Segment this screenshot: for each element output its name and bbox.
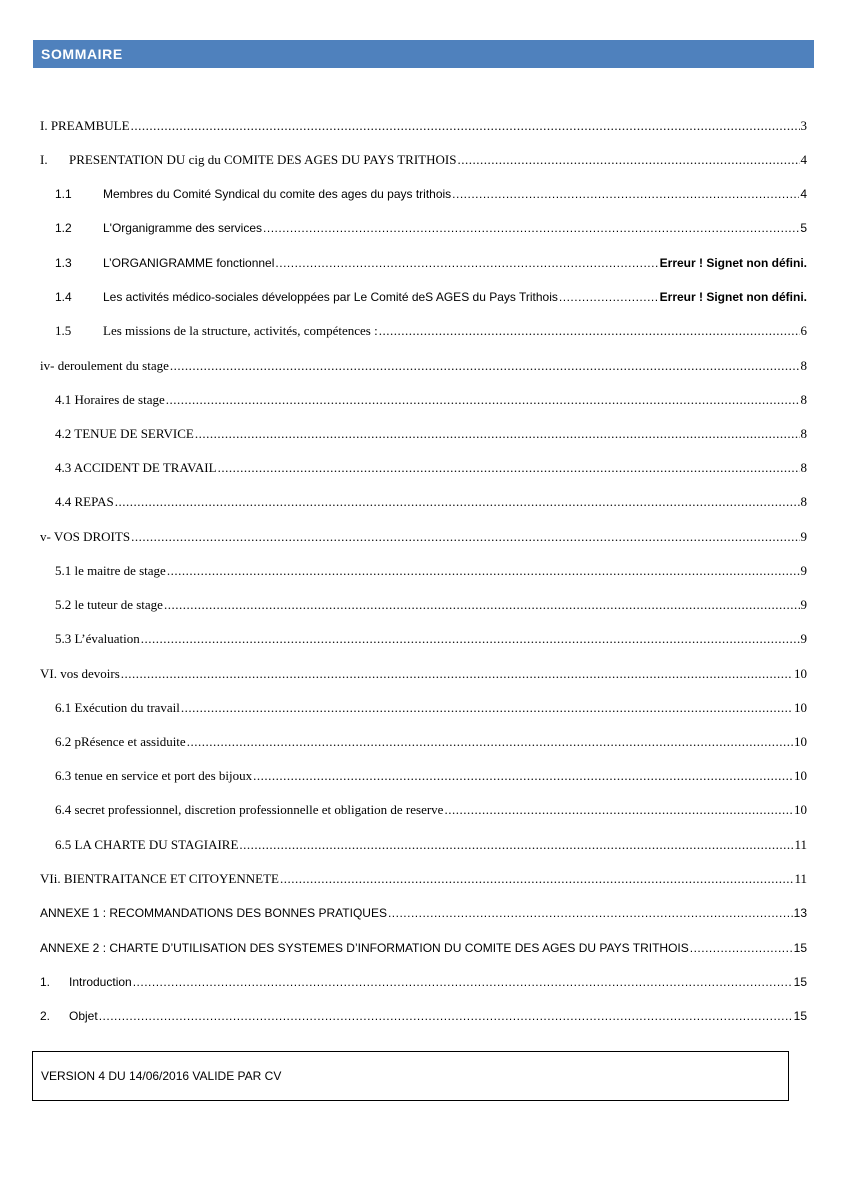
toc-entry[interactable] bbox=[55, 426, 807, 442]
toc-dot-leader bbox=[131, 529, 799, 545]
toc-dot-leader bbox=[239, 837, 793, 853]
toc-dot-leader bbox=[379, 323, 800, 339]
toc-entry-label: Les activités médico-sociales développées par Le Comité deS AGES du Pays Trithois bbox=[103, 290, 558, 304]
toc-dot-leader bbox=[218, 460, 800, 476]
toc-entry-label: 4.4 REPAS bbox=[55, 494, 114, 509]
toc-entry[interactable] bbox=[55, 597, 807, 613]
toc-dot-leader bbox=[253, 768, 793, 784]
toc-entry-page: 8 bbox=[800, 426, 807, 441]
toc-entry[interactable] bbox=[40, 940, 807, 956]
toc-entry-page: 15 bbox=[793, 975, 807, 989]
toc-dot-leader bbox=[457, 152, 799, 168]
toc-dot-leader bbox=[388, 905, 793, 921]
toc-entry-label: iv- deroulement du stage bbox=[40, 358, 169, 373]
toc-dot-leader bbox=[263, 220, 799, 236]
toc-entry-page: 3 bbox=[800, 118, 807, 133]
toc-entry-page: 4 bbox=[800, 152, 807, 167]
toc-entry-page: 10 bbox=[794, 700, 807, 715]
toc-entry[interactable] bbox=[55, 734, 807, 750]
toc-entry-page: 9 bbox=[800, 529, 807, 544]
toc-entry[interactable] bbox=[55, 220, 807, 236]
toc-entry-page: 10 bbox=[794, 802, 807, 817]
toc-entry[interactable] bbox=[55, 255, 807, 271]
toc-entry-page: 11 bbox=[794, 871, 807, 886]
toc-entry-page: 8 bbox=[800, 460, 807, 475]
toc-entry[interactable] bbox=[40, 905, 807, 921]
toc-dot-leader bbox=[167, 563, 800, 579]
toc-entry-label: 6.3 tenue en service et port des bijoux bbox=[55, 768, 253, 783]
toc-entry-label: Objet bbox=[69, 1009, 98, 1023]
toc-entry-label: ANNEXE 2 : CHARTE D’UTILISATION DES SYSTEMES D’INFORMATION DU COMITE DES AGES DU PAYS TRITHOIS bbox=[40, 941, 689, 955]
toc-dot-leader bbox=[141, 631, 800, 647]
toc-entry-label: Membres du Comité Syndical du comite des ages du pays trithois bbox=[103, 187, 452, 201]
toc-entry-number: 2. bbox=[40, 1009, 51, 1023]
toc-entry[interactable] bbox=[55, 802, 807, 818]
toc-dot-leader bbox=[444, 802, 793, 818]
toc-entry[interactable] bbox=[55, 494, 807, 510]
toc-entry-page: 10 bbox=[794, 666, 807, 681]
toc-entry[interactable] bbox=[40, 118, 807, 134]
toc-dot-leader bbox=[559, 289, 659, 305]
version-text: VERSION 4 DU 14/06/2016 VALIDE PAR CV bbox=[41, 1069, 282, 1083]
toc-dot-leader bbox=[99, 1008, 793, 1024]
toc-entry[interactable] bbox=[55, 631, 807, 647]
toc-entry-page: 10 bbox=[794, 734, 807, 749]
toc-entry[interactable] bbox=[55, 768, 807, 784]
version-box bbox=[32, 1051, 789, 1101]
toc-dot-leader bbox=[164, 597, 800, 613]
toc-dot-leader bbox=[166, 392, 800, 408]
toc-entry-number: 1.4 bbox=[55, 290, 72, 304]
toc-entry[interactable] bbox=[55, 460, 807, 476]
summary-title: SOMMAIRE bbox=[41, 46, 123, 62]
toc-entry-label: 6.5 LA CHARTE DU STAGIAIRE bbox=[55, 837, 239, 852]
toc-entry-page: Erreur ! Signet non défini. bbox=[659, 290, 807, 304]
toc-entry-number: 1.1 bbox=[55, 187, 72, 201]
toc-dot-leader bbox=[133, 974, 793, 990]
toc-entry-page: 11 bbox=[794, 837, 807, 852]
toc-dot-leader bbox=[181, 700, 793, 716]
toc-entry-label: 4.1 Horaires de stage bbox=[55, 392, 165, 407]
toc-entry[interactable] bbox=[40, 152, 807, 168]
toc-entry[interactable] bbox=[40, 529, 807, 545]
toc-dot-leader bbox=[115, 494, 800, 510]
toc-entry[interactable] bbox=[55, 700, 807, 716]
toc-entry-page: 15 bbox=[793, 1009, 807, 1023]
toc-dot-leader bbox=[187, 734, 793, 750]
toc-dot-leader bbox=[131, 118, 800, 134]
toc-dot-leader bbox=[452, 186, 799, 202]
toc-entry-page: 9 bbox=[800, 631, 807, 646]
toc-entry-label: L'Organigramme des services bbox=[103, 221, 263, 235]
toc-entry-number: 1.3 bbox=[55, 256, 72, 270]
toc-entry-label: PRESENTATION DU cig du COMITE DES AGES DU PAYS TRITHOIS bbox=[69, 152, 457, 167]
toc-entry-number: 1.2 bbox=[55, 221, 72, 235]
toc-entry[interactable] bbox=[40, 871, 807, 887]
toc-entry-page: 13 bbox=[793, 906, 807, 920]
toc-entry[interactable] bbox=[55, 323, 807, 339]
toc-entry[interactable] bbox=[40, 974, 807, 990]
toc-entry[interactable] bbox=[40, 358, 807, 374]
toc-entry[interactable] bbox=[40, 1008, 807, 1024]
toc-entry-number: 1. bbox=[40, 975, 51, 989]
toc-entry-label: Introduction bbox=[69, 975, 132, 989]
toc-dot-leader bbox=[121, 666, 793, 682]
toc-entry[interactable] bbox=[55, 186, 807, 202]
toc-entry-label: 4.2 TENUE DE SERVICE bbox=[55, 426, 194, 441]
toc-entry-label: VIi. BIENTRAITANCE ET CITOYENNETE bbox=[40, 871, 279, 886]
toc-entry-page: 9 bbox=[800, 597, 807, 612]
toc-entry-label: 4.3 ACCIDENT DE TRAVAIL bbox=[55, 460, 217, 475]
toc-dot-leader bbox=[170, 358, 800, 374]
toc-entry-page: 9 bbox=[800, 563, 807, 578]
toc-entry-page: 10 bbox=[794, 768, 807, 783]
toc-entry[interactable] bbox=[55, 289, 807, 305]
toc-entry-page: 4 bbox=[800, 187, 807, 201]
toc-dot-leader bbox=[690, 940, 793, 956]
toc-entry-label: ANNEXE 1 : RECOMMANDATIONS DES BONNES PRATIQUES bbox=[40, 906, 387, 920]
toc-dot-leader bbox=[275, 255, 658, 271]
toc-entry-page: Erreur ! Signet non défini. bbox=[659, 256, 807, 270]
toc-entry-page: 5 bbox=[800, 221, 807, 235]
toc-entry-page: 8 bbox=[800, 494, 807, 509]
toc-entry-label: I. PREAMBULE bbox=[40, 118, 130, 133]
toc-entry[interactable] bbox=[55, 563, 807, 579]
toc-entry-label: 5.2 le tuteur de stage bbox=[55, 597, 163, 612]
toc-dot-leader bbox=[280, 871, 794, 887]
toc-entry-label: Les missions de la structure, activités, compétences : bbox=[103, 323, 378, 338]
toc-entry-number: I. bbox=[40, 152, 48, 167]
toc-entry-page: 6 bbox=[800, 323, 807, 338]
toc-entry-label: 6.4 secret professionnel, discretion professionnelle et obligation de reserve bbox=[55, 802, 444, 817]
toc-entry-label: v- VOS DROITS bbox=[40, 529, 131, 544]
toc-entry-label: 6.2 pRésence et assiduite bbox=[55, 734, 186, 749]
toc-entry[interactable] bbox=[55, 837, 807, 853]
toc-entry-label: VI. vos devoirs bbox=[40, 666, 120, 681]
toc-entry[interactable] bbox=[40, 666, 807, 682]
toc-entry-label: 5.1 le maitre de stage bbox=[55, 563, 166, 578]
toc-dot-leader bbox=[195, 426, 800, 442]
toc-entry-label: 5.3 L’évaluation bbox=[55, 631, 140, 646]
toc-entry-page: 8 bbox=[800, 392, 807, 407]
toc-entry-number: 1.5 bbox=[55, 323, 72, 338]
toc-entry-page: 15 bbox=[793, 941, 807, 955]
toc-entry-label: 6.1 Exécution du travail bbox=[55, 700, 180, 715]
toc-entry-page: 8 bbox=[800, 358, 807, 373]
toc-entry[interactable] bbox=[55, 392, 807, 408]
toc-entry-label: L’ORGANIGRAMME fonctionnel bbox=[103, 256, 275, 270]
